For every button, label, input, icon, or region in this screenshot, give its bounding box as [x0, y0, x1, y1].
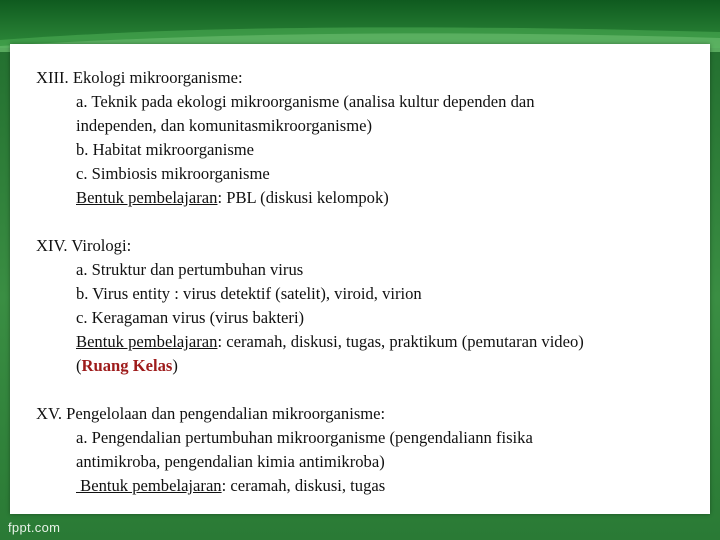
footer-watermark: fppt.com	[8, 520, 61, 535]
section-item: antimikroba, pengendalian kimia antimikroba)	[76, 452, 385, 471]
section-item: c. Simbiosis mikroorganisme	[76, 164, 270, 183]
learning-method-label: Bentuk pembelajaran	[76, 476, 222, 495]
section-item: a. Struktur dan pertumbuhan virus	[76, 260, 304, 279]
section-item: a. Teknik pada ekologi mikroorganisme (analisa kultur dependen dan	[76, 92, 535, 111]
section-xv	[36, 402, 696, 498]
location-note	[36, 354, 696, 378]
section-heading: XV. Pengelolaan dan pengendalian mikroorganisme:	[36, 404, 386, 423]
section-item: a. Pengendalian pertumbuhan mikroorganisme (pengendaliann fisika	[76, 428, 533, 447]
learning-method	[36, 186, 696, 210]
learning-method-text: : ceramah, diskusi, tugas	[221, 476, 386, 495]
section-item: independen, dan komunitasmikroorganisme)	[76, 116, 373, 135]
location-note-open: (	[76, 356, 82, 375]
learning-method-text: : PBL (diskusi kelompok)	[217, 188, 389, 207]
learning-method	[36, 330, 696, 354]
section-heading: XIV. Virologi:	[36, 236, 132, 255]
location-highlight: Ruang Kelas	[81, 356, 173, 375]
learning-method	[36, 474, 696, 498]
section-item: b. Virus entity : virus detektif (satelit), viroid, virion	[76, 284, 422, 303]
slide-content-panel	[10, 44, 710, 514]
section-heading: XIII. Ekologi mikroorganisme:	[36, 68, 243, 87]
section-xiv	[36, 234, 696, 378]
section-xiii	[36, 66, 696, 210]
learning-method-label: Bentuk pembelajaran	[76, 332, 218, 351]
topic-list	[36, 66, 696, 522]
learning-method-label: Bentuk pembelajaran	[76, 188, 218, 207]
section-item: b. Habitat mikroorganisme	[76, 140, 255, 159]
location-note-close: )	[172, 356, 178, 375]
learning-method-text: : ceramah, diskusi, tugas, praktikum (pemutaran video)	[217, 332, 584, 351]
section-item: c. Keragaman virus (virus bakteri)	[76, 308, 305, 327]
